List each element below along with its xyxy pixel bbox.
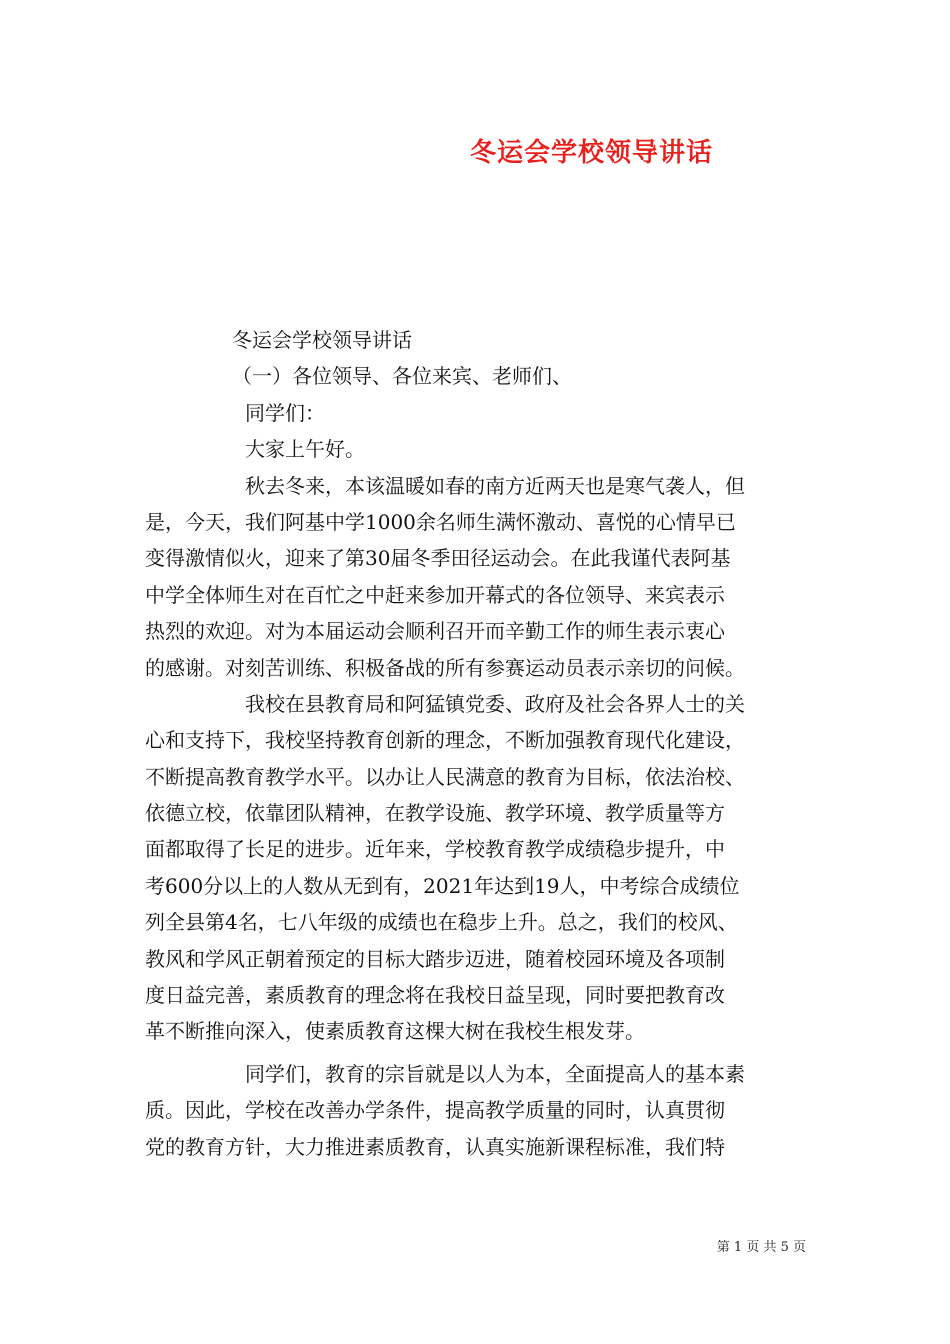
paragraph-line: 面都取得了长足的进步。近年来，学校教育教学成绩稳步提升，中 <box>145 837 725 862</box>
salutation-line: （一）各位领导、各位来宾、老师们、 <box>232 364 572 389</box>
paragraph-line: 党的教育方针，大力推进素质教育，认真实施新课程标准，我们特 <box>145 1134 725 1159</box>
document-body <box>145 322 810 1165</box>
paragraph-line: 的感谢。对刻苦训练、积极备战的所有参赛运动员表示亲切的问候。 <box>145 655 745 680</box>
paragraph-line: 秋去冬来，本该温暖如春的南方近两天也是寒气袭人，但 <box>245 473 745 498</box>
paragraph-line: 质。因此，学校在改善办学条件，提高教学质量的同时，认真贯彻 <box>145 1098 725 1123</box>
paragraph-line: 我校在县教育局和阿猛镇党委、政府及社会各界人士的关 <box>245 691 745 716</box>
paragraph-line: 不断提高教育教学水平。以办让人民满意的教育为目标，依法治校、 <box>145 764 745 789</box>
paragraph-line: 列全县第4名，七八年级的成绩也在稳步上升。总之，我们的校风、 <box>145 910 738 935</box>
paragraph-line: 心和支持下，我校坚持教育创新的理念，不断加强教育现代化建设， <box>145 728 745 753</box>
paragraph-line: 度日益完善，素质教育的理念将在我校日益呈现，同时要把教育改 <box>145 983 725 1008</box>
document-title: 冬运会学校领导讲话 <box>470 138 714 168</box>
paragraph-line: 考600分以上的人数从无到有，2021年达到19人，中考综合成绩位 <box>145 873 740 898</box>
paragraph-line: 依德立校，依靠团队精神，在教学设施、教学环境、教学质量等方 <box>145 801 725 826</box>
body-heading-line: 冬运会学校领导讲话 <box>232 328 412 352</box>
page-number: 第 1 页 共 5 页 <box>716 1240 806 1255</box>
salutation-line: 同学们： <box>245 400 325 425</box>
paragraph-line: 革不断推向深入，使素质教育这棵大树在我校生根发芽。 <box>145 1019 645 1044</box>
paragraph-line: 中学全体师生对在百忙之中赶来参加开幕式的各位领导、来宾表示 <box>145 582 725 607</box>
paragraph-line: 热烈的欢迎。对为本届运动会顺利召开而辛勤工作的师生表示衷心 <box>145 619 725 644</box>
paragraph-line: 同学们，教育的宗旨就是以人为本，全面提高人的基本素 <box>245 1061 745 1086</box>
greeting-line: 大家上午好。 <box>245 437 365 462</box>
paragraph-line: 是，今天，我们阿基中学1000余名师生满怀激动、喜悦的心情早已 <box>145 509 736 534</box>
paragraph-line: 变得激情似火，迎来了第30届冬季田径运动会。在此我谨代表阿基 <box>145 546 731 571</box>
paragraph-line: 教风和学风正朝着预定的目标大踏步迈进，随着校园环境及各项制 <box>145 946 725 971</box>
